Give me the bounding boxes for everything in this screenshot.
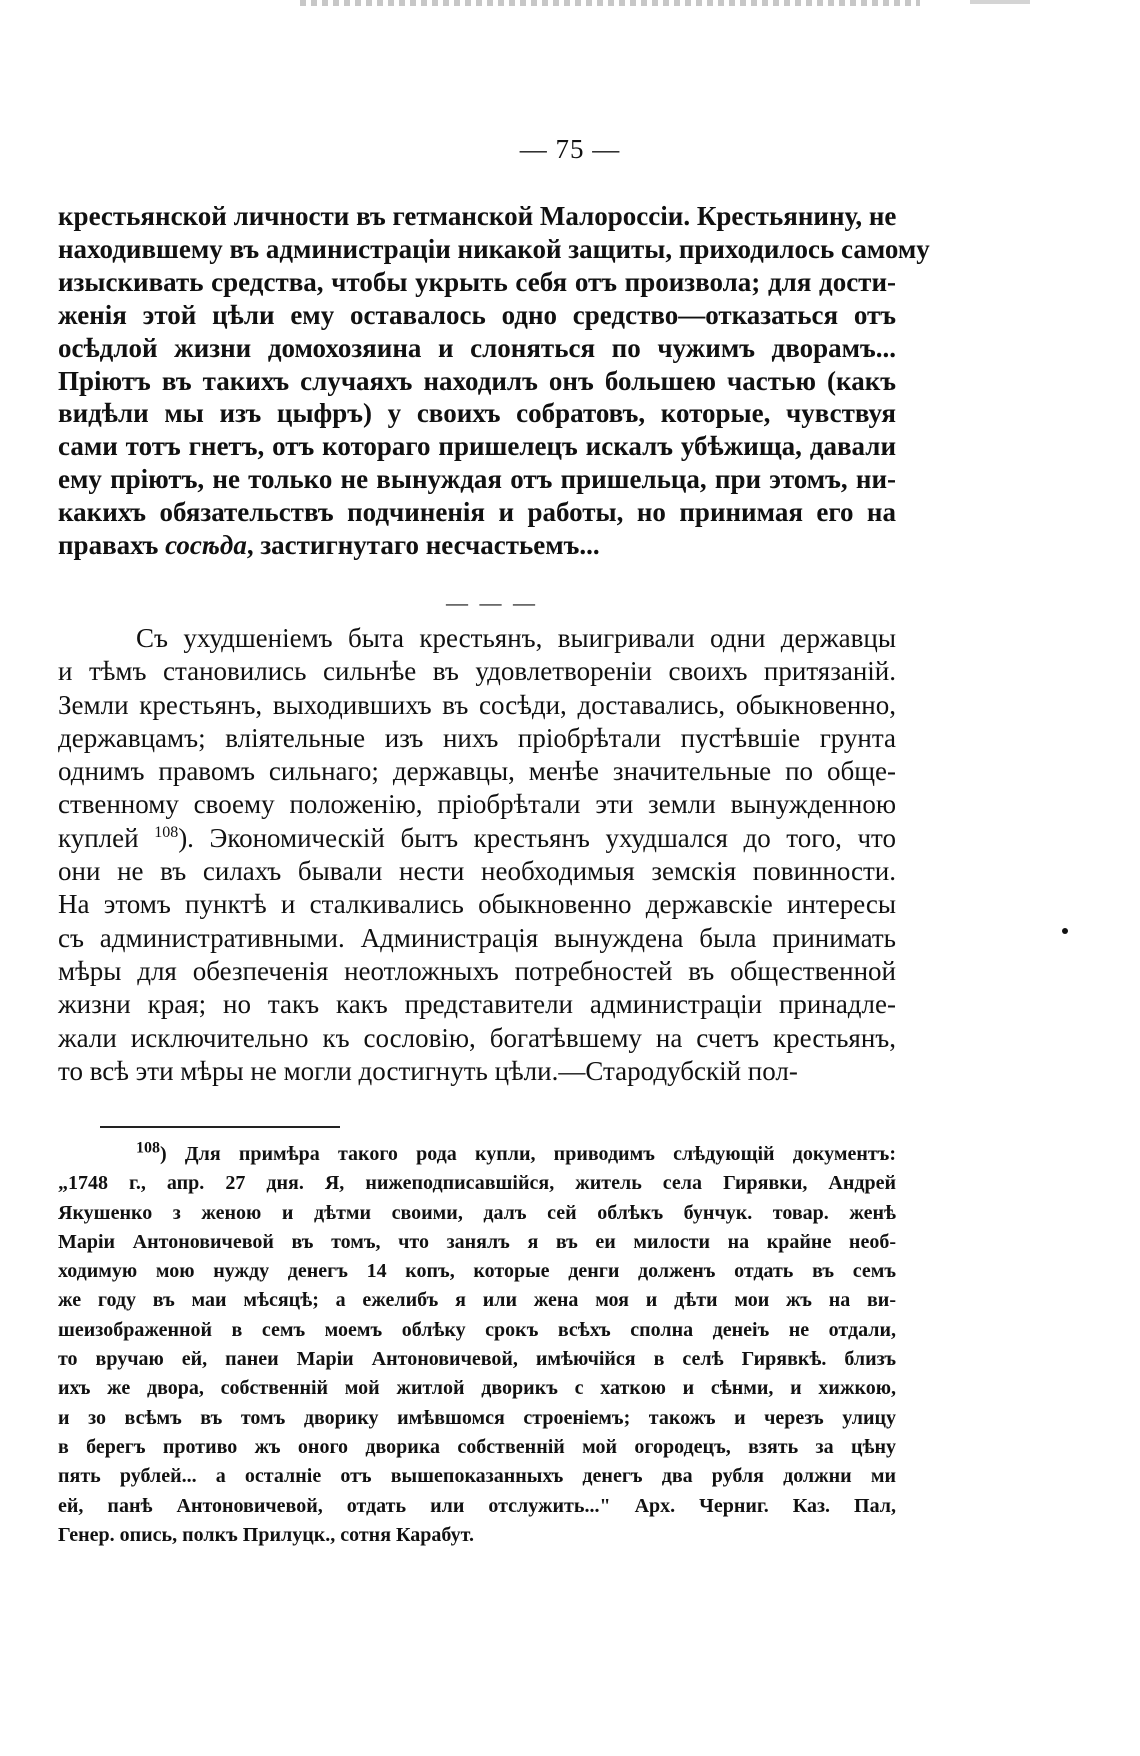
text-line: Пріютъ въ такихъ случаяхъ находилъ онъ большею частью (какъ: [58, 365, 896, 396]
text-line: и тѣмъ становились сильнѣе въ удовлетвореніи своихъ притязаній.: [58, 656, 896, 687]
section-divider: — — —: [446, 590, 538, 615]
text-line: женія этой цѣли ему оставалось одно средство—отказаться отъ: [58, 299, 896, 330]
text-line: съ административными. Администрація вынуждена была принимать: [58, 922, 896, 953]
text-line: жали исключительно къ сословію, богатѣвшему на счетъ крестьянъ,: [58, 1022, 896, 1053]
text-line: [58, 529, 896, 562]
text-run: ) Для примѣра такого рода купли, приводимъ слѣдующій документъ:: [160, 1143, 896, 1165]
scan-artifact-top: [300, 0, 920, 6]
text-line: и зо всѣмъ въ томъ дворику имѣвшомся строеніемъ; такожъ и черезъ улицу: [58, 1406, 896, 1429]
text-run: , застигнутаго несчастьемъ...: [246, 530, 600, 561]
text-line: ей, панѣ Антоновичевой, отдать или отслужить..." Арх. Черниг. Каз. Пал,: [58, 1494, 896, 1517]
footnote-108: [58, 1140, 896, 1550]
scan-speck: [1062, 928, 1068, 934]
text-line: Маріи Антоновичевой въ томъ, что занялъ я въ еи милости на крайне необ-: [58, 1230, 896, 1253]
text-line: Земли крестьянъ, выходившихъ въ сосѣди, доставались, обыкновенно,: [58, 689, 896, 720]
text-line: [58, 1140, 896, 1169]
text-line: ему пріютъ, не только не вынуждая отъ пришельца, при этомъ, ни-: [58, 464, 896, 495]
text-line: же году въ маи мѣсяцѣ; а ежелибъ я или жена моя и дѣти мои жъ на ви-: [58, 1289, 896, 1312]
text-line: видѣли мы изъ цыфръ) у своихъ собратовъ, которые, чувствуя: [58, 398, 896, 429]
footnote-ref: 108: [154, 823, 179, 841]
footnote-rule: [100, 1126, 340, 1128]
text-line: Генер. опись, полкъ Прилуцк., сотня Карабут.: [58, 1523, 474, 1546]
text-line: пять рублей... а осталніе отъ вышепоказанныхъ денегъ два рубля должни ми: [58, 1465, 896, 1488]
text-line: На этомъ пунктѣ и сталкивались обыкновенно державскіе интересы: [58, 889, 896, 920]
italic-word: сосѣда: [165, 530, 247, 561]
text-run: ). Экономическій бытъ крестьянъ ухудшался до того, что: [178, 822, 896, 853]
text-line: ихъ же двора, собственній мой житлой дворикъ с хаткою и сѣнми, и хижкою,: [58, 1377, 896, 1400]
text-line: какихъ обязательствъ подчиненія и работы, но принимая его на: [58, 497, 896, 528]
page-number: — 75 —: [519, 134, 621, 164]
text-line: ходимую мою нужду денегъ 14 копъ, которые денги долженъ отдать въ семъ: [58, 1260, 896, 1283]
text-run: куплей: [58, 822, 155, 853]
scan-artifact-top-right: [970, 0, 1030, 4]
text-line: они не въ силахъ бывали нести необходимыя земскія повинности.: [58, 856, 896, 887]
text-line: то всѣ эти мѣры не могли достигнуть цѣли.—Стародубскій пол-: [58, 1055, 798, 1086]
text-line: изыскивать средства, чтобы укрыть себя отъ произвола; для дости-: [58, 266, 896, 297]
text-line: [58, 822, 896, 855]
paragraph-1: [58, 200, 930, 562]
text-line: находившему въ администраціи никакой защиты, приходилось самому: [58, 233, 930, 264]
text-line: мѣры для обезпеченія неотложныхъ потребностей въ общественной: [58, 955, 896, 986]
text-line: шеизображенной в семъ моемъ облѣку срокъ всѣхъ сполна денеіъ не отдали,: [58, 1318, 896, 1341]
text-line: ственному своему положенію, пріобрѣтали эти земли вынужденною: [58, 789, 896, 820]
text-line: осѣдлой жизни домохозяина и слоняться по чужимъ дворамъ...: [58, 332, 896, 363]
text-line: то вручаю ей, панеи Маріи Антоновичевой, имѣючійся в селѣ Гирявкѣ. близъ: [58, 1348, 896, 1371]
paragraph-2: [58, 622, 896, 1088]
text-line: крестьянской личности въ гетманской Малороссіи. Крестьянину, не: [58, 201, 897, 231]
text-line: жизни края; но такъ какъ представители администраціи принадле-: [58, 989, 896, 1020]
text-line: в берегъ противо жъ оного дворика собственній мой огородецъ, взять за цѣну: [58, 1435, 896, 1458]
text-line: „1748 г., апр. 27 дня. Я, нижеподписавшійся, житель села Гирявки, Андрей: [58, 1172, 896, 1195]
text-line: сами тотъ гнетъ, отъ котораго пришелецъ искалъ убѣжища, давали: [58, 431, 896, 462]
text-line: Съ ухудшеніемъ быта крестьянъ, выигривали одни державцы: [136, 623, 896, 653]
footnote-number: 108: [136, 1139, 160, 1157]
text-line: Якушенко з женою и дѣтми своими, далъ сей облѣкъ бунчук. товар. женѣ: [58, 1201, 896, 1224]
text-line: державцамъ; вліятельные изъ нихъ пріобрѣтали пустѣвшіе грунта: [58, 722, 896, 753]
text-line: однимъ правомъ сильнаго; державцы, менѣе значительные по обще-: [58, 756, 896, 787]
text-run: правахъ: [58, 530, 166, 561]
